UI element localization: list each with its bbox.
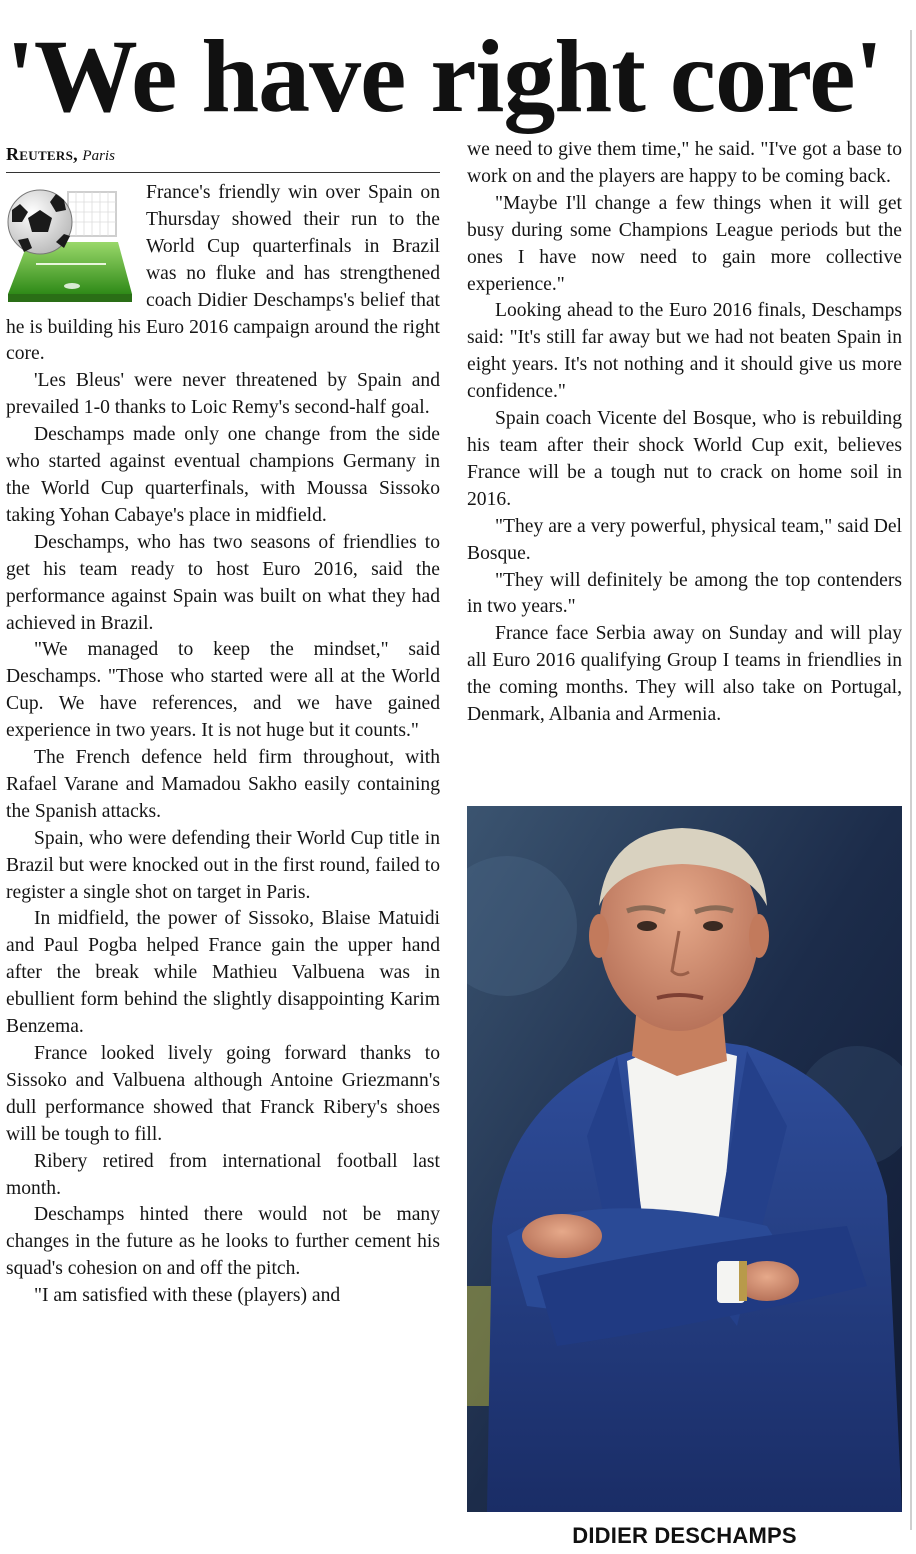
paragraph: Spain coach Vicente del Bosque, who is rebuilding his team after their shock World Cup exit, believes France will be a tough nut to crack on home soil in 2016.	[467, 408, 902, 510]
paragraph: Looking ahead to the Euro 2016 finals, Deschamps said: "It's still far away but we had not beaten Spain in eight years. It's not nothing and it should give us more confidence."	[467, 300, 902, 403]
paragraph: "Maybe I'll change a few things when it will get busy during some Champions League periods but the ones I have now need to gain more collective experience."	[467, 192, 902, 295]
article-column-right	[467, 137, 902, 729]
photo-caption: DIDIER DESCHAMPS	[572, 1523, 797, 1548]
byline-place: Paris	[82, 148, 115, 164]
paragraph: France looked lively going forward thanks to Sissoko and Valbuena although Antoine Griezmann's dull performance showed that Franck Ribery's shoes will be tough to fill.	[6, 1043, 440, 1145]
paragraph: Spain, who were defending their World Cup title in Brazil but were knocked out in the first round, failed to register a single shot on target in Paris.	[6, 827, 440, 903]
paragraph: "They are a very powerful, physical team," said Del Bosque.	[467, 515, 902, 564]
paragraph: 'Les Bleus' were never threatened by Spain and prevailed 1-0 thanks to Loic Remy's second-half goal.	[6, 370, 440, 419]
paragraph: Deschamps made only one change from the side who started against eventual champions Germany in the World Cup quarterfinals, with Moussa Sissoko taking Yohan Cabaye's place in midfield.	[6, 424, 440, 526]
article-column-left	[6, 180, 440, 1310]
byline	[6, 142, 440, 173]
coach-portrait-image	[467, 806, 902, 1512]
paragraph: "They will definitely be among the top contenders in two years."	[467, 569, 902, 618]
paragraph: France's friendly win over Spain on Thursday showed their run to the World Cup quarterfinals in Brazil was no fluke and has strengthened coach Didier Deschamps's belief that he is building his Euro 2016 campaign around the right core.	[6, 182, 440, 365]
page-edge-rule	[910, 30, 912, 1530]
paragraph: "We managed to keep the mindset," said Deschamps. "Those who started were all at the World Cup. We have references, and we have gained experience in two years. It is not huge but it counts."	[6, 639, 440, 742]
paragraph: we need to give them time," he said. "I've got a base to work on and the players are happy to be coming back.	[467, 139, 902, 187]
paragraph: Ribery retired from international football last month.	[6, 1150, 440, 1199]
headline: 'We have right core'	[6, 19, 883, 134]
paragraph: France face Serbia away on Sunday and will play all Euro 2016 qualifying Group I teams in friendlies in the coming months. They will also take on Portugal, Denmark, Albania and Armenia.	[467, 623, 902, 726]
paragraph: Deschamps, who has two seasons of friendlies to get his team ready to host Euro 2016, said the performance against Spain was built on what they had achieved in Brazil.	[6, 531, 440, 634]
paragraph: Deschamps hinted there would not be many changes in the future as he looks to further cement his squad's cohesion on and off the pitch.	[6, 1204, 440, 1280]
paragraph: The French defence held firm throughout, with Rafael Varane and Mamadou Sakho easily containing the Spanish attacks.	[6, 747, 440, 822]
football-goal-icon	[6, 182, 134, 308]
coach-portrait-illustration	[467, 806, 902, 1512]
paragraph: In midfield, the power of Sissoko, Blaise Matuidi and Paul Pogba helped France gain the upper hand after the break while Mathieu Valbuena was in ebullient form behind the slightly disappointing Karim Benzema.	[6, 908, 440, 1038]
byline-agency: Reuters,	[6, 144, 78, 164]
paragraph: "I am satisfied with these (players) and	[34, 1285, 341, 1307]
